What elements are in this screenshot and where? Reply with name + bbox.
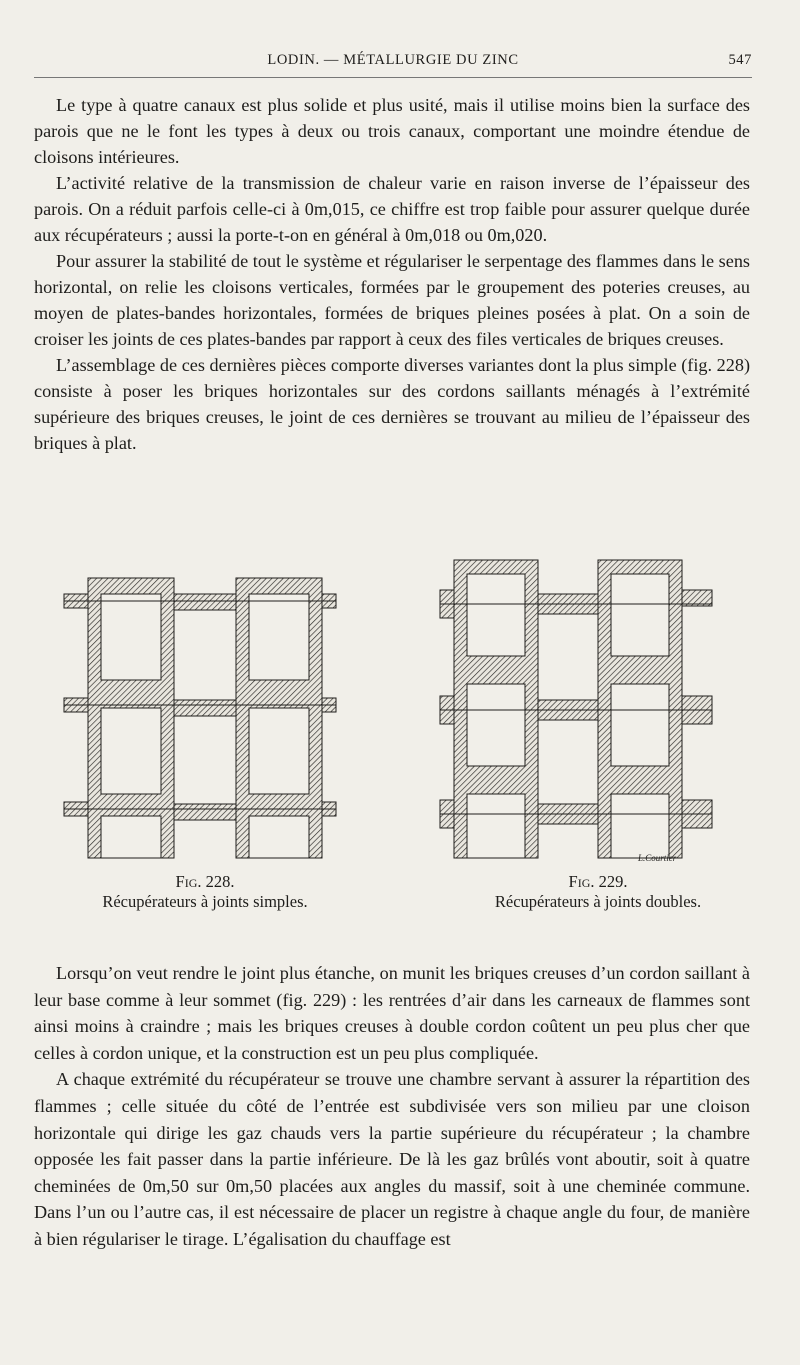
running-head-title: LODIN. — MÉTALLURGIE DU ZINC xyxy=(267,52,519,68)
paragraph: A chaque extrémité du récupérateur se trouve une chambre servant à assurer la répartition des flammes ; celle située du côté de l’entrée est subdivisée vers son milieu par une cloison horizontale qui dirige les gaz chauds vers la partie supérieure du récupérateur ; la chambre opposée les fait passer dans la partie inférieure. De là les gaz brûlés vont aboutir, soit à quatre cheminées de 0m,50 sur 0m,50 placées aux angles du massif, soit à une cheminée commune. Dans l’un ou l’autre cas, il est nécessaire de placer un registre à chaque angle du four, de manière à bien régulariser le tirage. L’égalisation du chauffage est xyxy=(34,1069,750,1249)
paragraph: Pour assurer la stabilité de tout le système et régulariser le serpentage des flammes dans le sens horizontal, on relie les cloisons verticales, formées par le groupement des poteries creuses, au moyen de plates-bandes horizontales, formées de briques pleines posées à plat. On a soin de croiser les joints de ces plates-bandes par rapport à ceux des files verticales de briques creuses. xyxy=(34,251,750,349)
paragraph: L’assemblage de ces dernières pièces comporte diverses variantes dont la plus simple (fig. 228) consiste à poser les briques horizontales sur des cordons saillants ménagés à l’extrémité supérieure des briques creuses, le joint de ces dernières se trouvant au milieu de l’épaisseur des briques à plat. xyxy=(34,355,750,453)
text-block-bottom xyxy=(34,960,750,1253)
figure-229-caption xyxy=(448,872,748,912)
figure-229-caption-text: Récupérateurs à joints doubles. xyxy=(494,892,702,911)
paragraph: Le type à quatre canaux est plus solide et plus usité, mais il utilise moins bien la surface des parois que ne le font les types à deux ou trois canaux, comportant une moindre étendue de cloisons intérieures. xyxy=(34,95,750,167)
page-number: 547 xyxy=(728,52,752,68)
figure-229-drawing xyxy=(440,560,712,858)
figure-228-caption-text: Récupérateurs à joints simples. xyxy=(102,892,308,911)
paragraph: L’activité relative de la transmission de chaleur varie en raison inverse de l’épaisseur des parois. On a réduit parfois celle-ci à 0m,015, ce chiffre est trop faible pour assurer quelque durée aux récupérateurs ; aussi la porte-t-on en général à 0m,018 ou 0m,020. xyxy=(34,173,750,245)
figure-228-drawing xyxy=(64,578,336,858)
figure-228-caption xyxy=(60,872,350,912)
figure-229-label: Fig. 229. xyxy=(568,872,628,891)
figure-illustrations xyxy=(0,550,800,880)
paragraph: Lorsqu’on veut rendre le joint plus étanche, on munit les briques creuses d’un cordon saillant à leur base comme à leur sommet (fig. 229) : les rentrées d’air dans les carneaux de flammes sont ainsi moins à craindre ; mais les briques creuses à double cordon coûtent un peu plus cher que celles à cordon unique, et la construction est un peu plus compliquée. xyxy=(34,963,750,1063)
figure-228-label: Fig. 228. xyxy=(175,872,235,891)
header-rule xyxy=(34,77,752,78)
text-block-top xyxy=(34,92,750,456)
engraver-signature: L.Courtier xyxy=(638,853,677,863)
